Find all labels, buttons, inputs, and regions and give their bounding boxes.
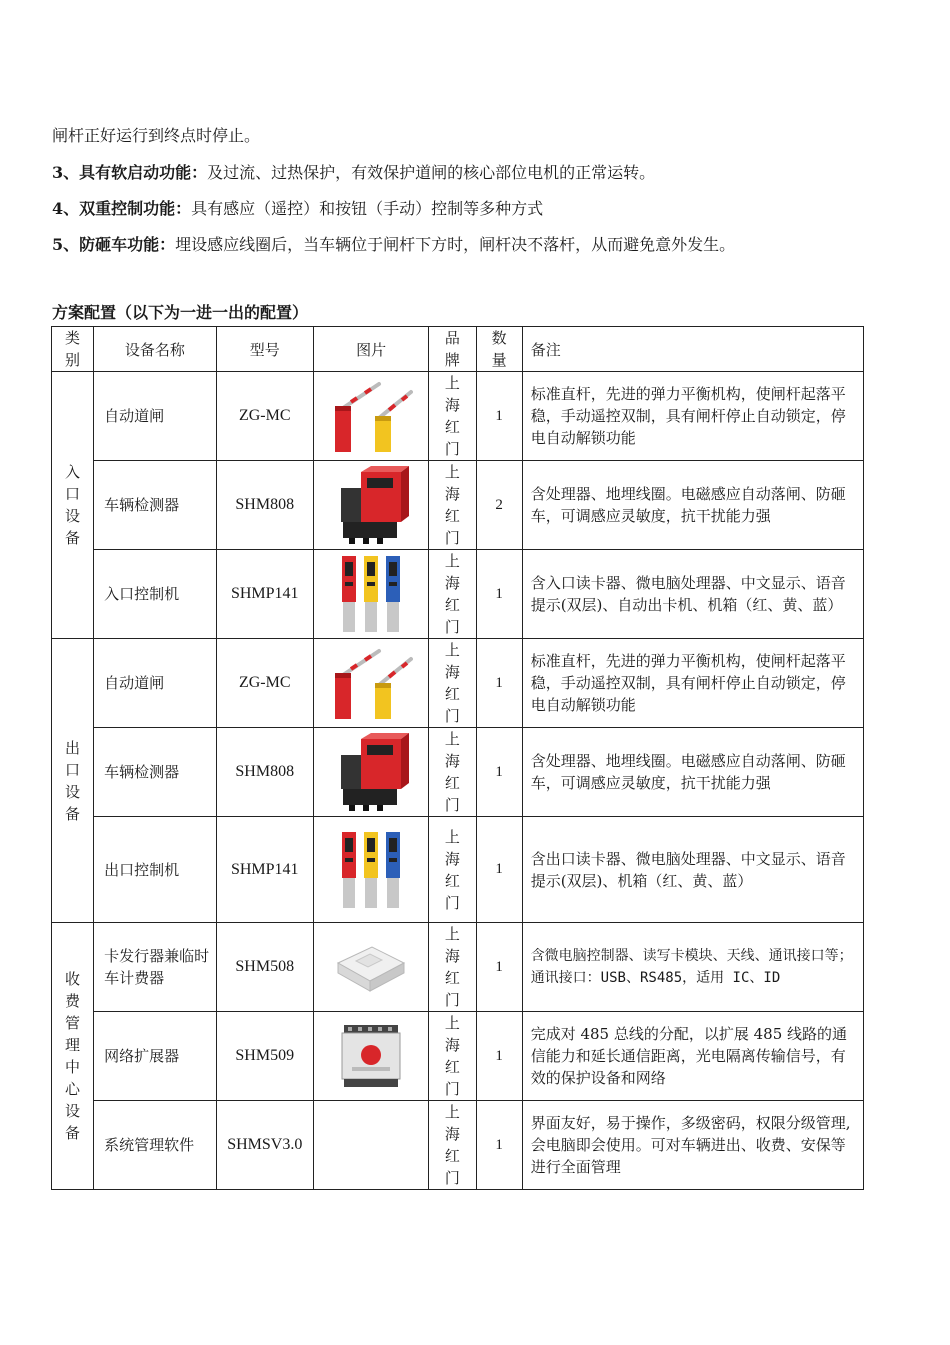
network-extender-icon [338, 1023, 404, 1089]
device-brand: 上海红门 [429, 372, 476, 461]
card-issuer-icon [334, 939, 408, 995]
device-qty: 1 [476, 639, 522, 728]
header-brand: 品牌 [429, 327, 476, 372]
device-brand: 上海红门 [429, 461, 476, 550]
header-model: 型号 [216, 327, 313, 372]
barrier-gate-icon [329, 378, 413, 454]
vehicle-detector-icon [331, 466, 411, 544]
header-note: 备注 [522, 327, 863, 372]
vehicle-detector-icon [331, 733, 411, 811]
device-qty: 1 [476, 817, 522, 923]
table-row [52, 817, 864, 923]
device-model: SHM508 [216, 923, 313, 1012]
device-model: SHMSV3.0 [216, 1101, 313, 1190]
device-picture [313, 461, 428, 550]
category-cell-management: 收费管理中心设备 [52, 923, 94, 1190]
device-qty: 1 [476, 1012, 522, 1101]
device-picture [313, 728, 428, 817]
device-brand: 上海红门 [429, 728, 476, 817]
table-row [52, 728, 864, 817]
table-row [52, 923, 864, 1012]
device-model: SHMP141 [216, 817, 313, 923]
category-cell-entrance: 入口设备 [52, 372, 94, 639]
paragraph-anti-smash [52, 235, 735, 255]
paragraph-text: 埋设感应线圈后，当车辆位于闸杆下方时，闸杆决不落杆，从而避免意外发生。 [175, 235, 736, 254]
device-qty: 1 [476, 1101, 522, 1190]
control-terminal-icon [338, 830, 404, 910]
device-picture [313, 372, 428, 461]
paragraph-soft-start [52, 163, 655, 183]
device-note: 含出口读卡器、微电脑处理器、中文显示、语音提示(双层)、机箱（红、黄、蓝） [522, 817, 863, 923]
header-qty: 数量 [476, 327, 522, 372]
device-picture [313, 923, 428, 1012]
device-picture [313, 639, 428, 728]
device-brand: 上海红门 [429, 1101, 476, 1190]
paragraph-gate-stop [52, 126, 260, 146]
device-name: 自动道闸 [94, 372, 216, 461]
device-model: ZG-MC [216, 372, 313, 461]
device-model: SHM808 [216, 728, 313, 817]
device-model: SHMP141 [216, 550, 313, 639]
device-brand: 上海红门 [429, 923, 476, 1012]
device-note: 完成对 485 总线的分配，以扩展 485 线路的通信能力和延长通信距离，光电隔离传输信号，有效的保护设备和网络 [522, 1012, 863, 1101]
device-model: SHM509 [216, 1012, 313, 1101]
device-brand: 上海红门 [429, 639, 476, 728]
device-note: 界面友好，易于操作，多级密码，权限分级管理,会电脑即会使用。可对车辆进出、收费、安保等进行全面管理 [522, 1101, 863, 1190]
device-qty: 1 [476, 550, 522, 639]
device-name: 网络扩展器 [94, 1012, 216, 1101]
table-row [52, 1101, 864, 1190]
table-row [52, 1012, 864, 1101]
paragraph-heading: 5、防砸车功能： [52, 235, 176, 254]
device-name: 自动道闸 [94, 639, 216, 728]
control-terminal-icon [338, 554, 404, 634]
table-row [52, 550, 864, 639]
paragraph-heading: 4、双重控制功能： [52, 199, 192, 218]
category-cell-exit: 出口设备 [52, 639, 94, 923]
device-brand: 上海红门 [429, 1012, 476, 1101]
device-note: 标准直杆，先进的弹力平衡机构，使闸杆起落平稳，手动遥控双制，具有闸杆停止自动锁定，停电自动解锁功能 [522, 639, 863, 728]
device-qty: 1 [476, 372, 522, 461]
device-picture [313, 817, 428, 923]
paragraph-text: 具有感应（遥控）和按钮（手动）控制等多种方式 [191, 199, 544, 218]
paragraph-text: 闸杆正好运行到终点时停止。 [52, 126, 261, 145]
device-qty: 1 [476, 923, 522, 1012]
device-model: SHM808 [216, 461, 313, 550]
device-picture [313, 550, 428, 639]
device-picture [313, 1012, 428, 1101]
device-name: 卡发行器兼临时车计费器 [94, 923, 216, 1012]
device-note: 标准直杆，先进的弹力平衡机构，使闸杆起落平稳，手动遥控双制，具有闸杆停止自动锁定，停电自动解锁功能 [522, 372, 863, 461]
header-category: 类别 [52, 327, 94, 372]
section-title: 方案配置（以下为一进一出的配置） [52, 303, 309, 322]
device-note: 含入口读卡器、微电脑处理器、中文显示、语音提示(双层)、自动出卡机、机箱（红、黄、蓝） [522, 550, 863, 639]
device-qty: 2 [476, 461, 522, 550]
paragraph-text: 及过流、过热保护，有效保护道闸的核心部位电机的正常运转。 [207, 163, 656, 182]
table-row [52, 639, 864, 728]
device-model: ZG-MC [216, 639, 313, 728]
header-name: 设备名称 [94, 327, 216, 372]
device-picture-empty [313, 1101, 428, 1190]
table-row [52, 461, 864, 550]
device-note: 含处理器、地埋线圈。电磁感应自动落闸、防砸车，可调感应灵敏度，抗干扰能力强 [522, 461, 863, 550]
device-name: 车辆检测器 [94, 461, 216, 550]
paragraph-heading: 3、具有软启动功能： [52, 163, 208, 182]
header-picture: 图片 [313, 327, 428, 372]
device-name: 入口控制机 [94, 550, 216, 639]
device-note: 含微电脑控制器、读写卡模块、天线、通讯接口等；通讯接口：USB、RS485，适用 IC、ID [522, 923, 863, 1012]
device-name: 车辆检测器 [94, 728, 216, 817]
table-header-row [52, 327, 864, 372]
paragraph-dual-control [52, 199, 543, 219]
device-qty: 1 [476, 728, 522, 817]
device-name: 系统管理软件 [94, 1101, 216, 1190]
device-name: 出口控制机 [94, 817, 216, 923]
config-table [51, 326, 864, 1190]
device-note: 含处理器、地埋线圈。电磁感应自动落闸、防砸车，可调感应灵敏度，抗干扰能力强 [522, 728, 863, 817]
table-row [52, 372, 864, 461]
device-brand: 上海红门 [429, 550, 476, 639]
device-brand: 上海红门 [429, 817, 476, 923]
barrier-gate-icon [329, 645, 413, 721]
